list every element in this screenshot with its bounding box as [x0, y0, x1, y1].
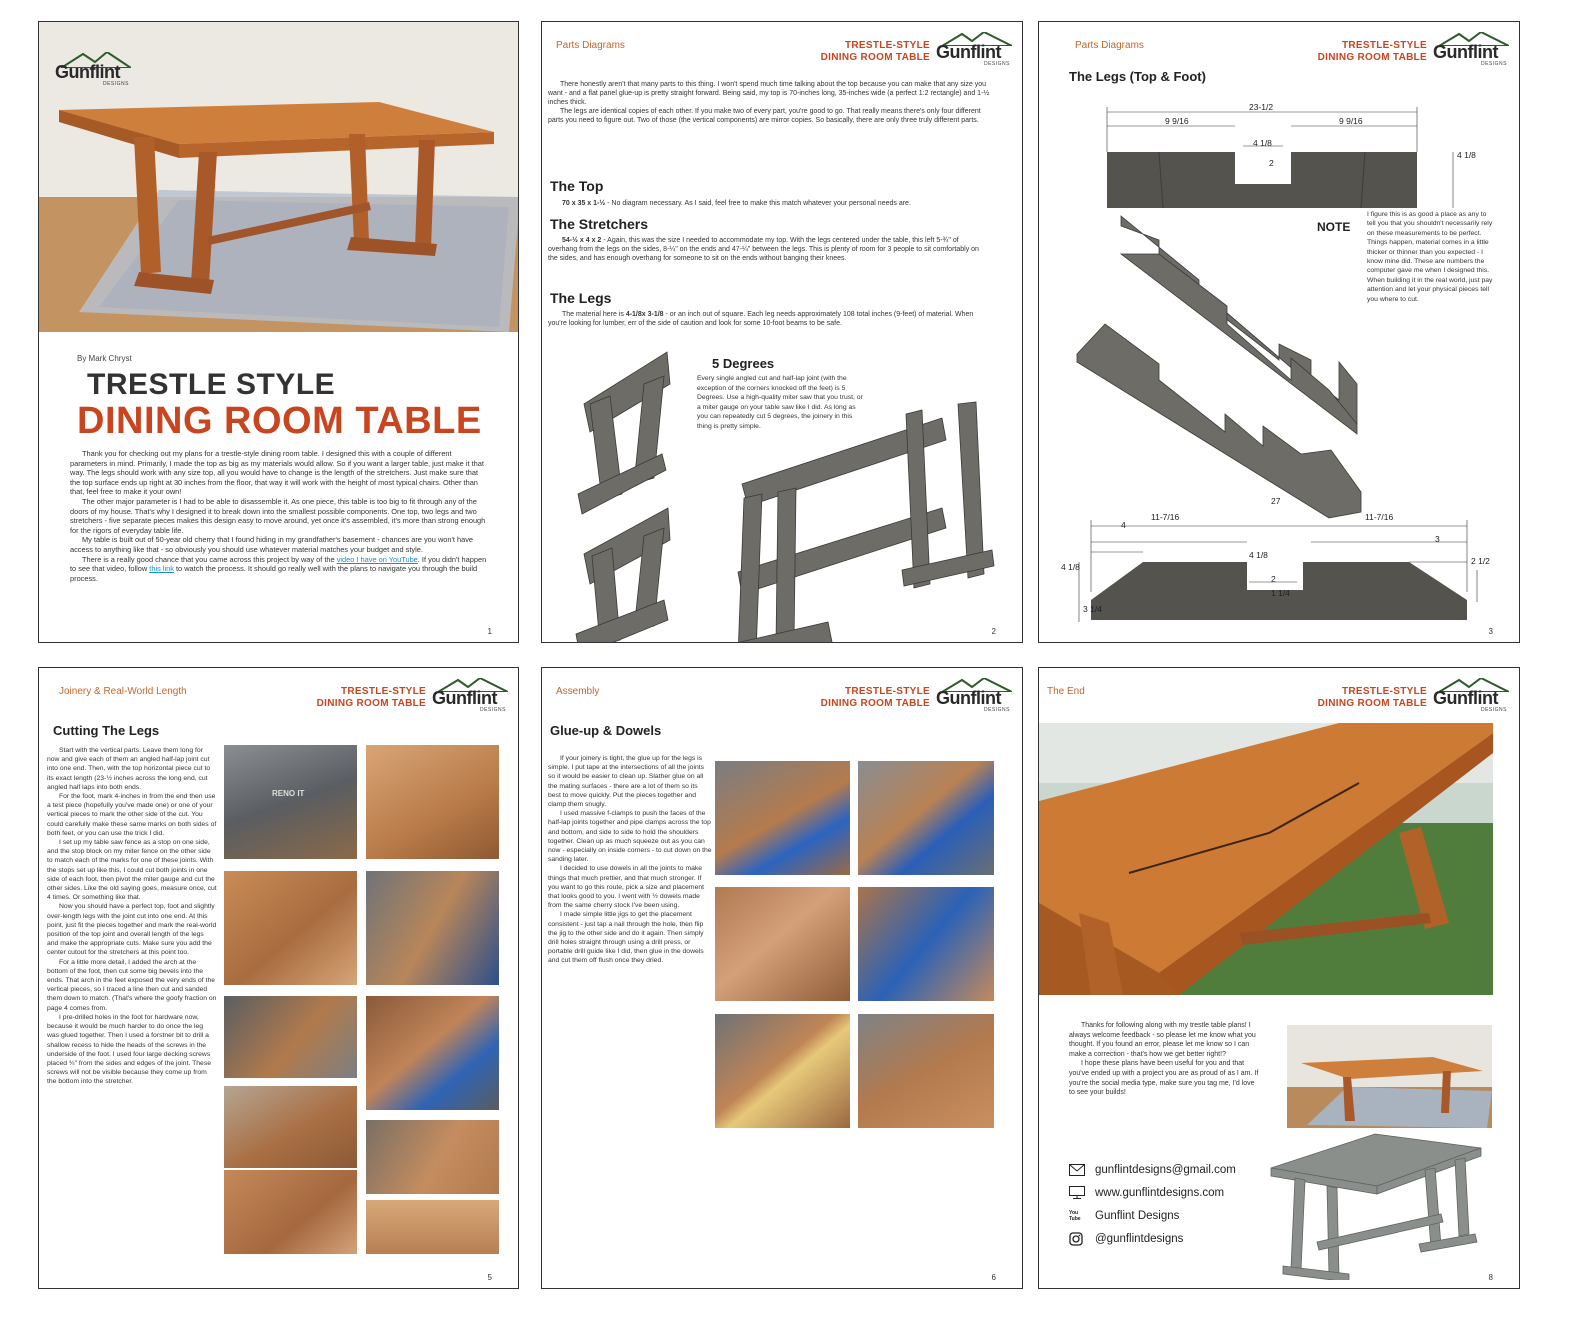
legs-text: The material here is 4-1/8x 3-1/8 - or an inch out of square. Each leg needs approximately 108 total inches (9-feet) of material. When you're looking for lumber, err of the side of caution and look for some 10-foot beams to be safe.	[548, 311, 974, 327]
glueup-text: If your joinery is tight, the glue up for the legs is simple. I put tape at the intersections of all the joints so it would be easier to clean up. Slather glue on all the mating surfaces - there are a lot of them so its best to move quickly. Put the pieces together and clamp them snugly. I used massive f-clamps to push the faces of the half-lap joints together and pipe clamps across the top and bottom, and side to side to hold the shoulders together. Clean up as much squeeze out as you can now - especially on inside corners - to cut down on the sanding later. I decided to use dowels in all the joints to make things that much prettier, and that much stronger. If you want to go this route, pick a size and placement that looks good to you. I went with ½ dowels made from the same cherry stock I've been using. I made simple little jigs to get the placement consistent - just tap a nail through the hole, then flip the jig to the other side and do it again. Then simply drill holes straight through using a drill press, or portable drill guide like I did, then glue in the dowels and cut them off flush once they dried.	[548, 755, 712, 965]
page-number: 2	[991, 627, 996, 636]
section-label: The End	[1047, 686, 1085, 697]
photo-cutting-8	[366, 1120, 499, 1194]
brand-header: TRESTLE-STYLE DINING ROOM TABLE Gunflint DESIGNS	[317, 678, 508, 712]
note-heading: NOTE	[1317, 220, 1351, 234]
dim-height-left-foot: 4 1/8	[1061, 562, 1080, 572]
photo-glue-1	[715, 761, 850, 875]
dim-right-top: 9 9/16	[1339, 116, 1363, 126]
stretchers-text: 54-½ x 4 x 2 - Again, this was the size I needed to accommodate my top. With the legs centered under the table, this left 5-¾" of overhang from the legs on the sides, 8-¼" on the ends and 47-¼" between the legs. This is plenty of room for 3 people to sit comfortably on the sides, and has enough overhang for someone to sit on the ends without banging their knees.	[548, 237, 979, 262]
finished-table-photo	[1039, 723, 1493, 995]
this-link[interactable]: this link	[149, 564, 174, 574]
brand-header: TRESTLE-STYLE DINING ROOM TABLE Gunflint DESIGNS	[821, 32, 1012, 66]
dim-left-foot: 11-7/16	[1151, 512, 1180, 522]
contact-instagram[interactable]: @gunflintdesigns	[1069, 1227, 1236, 1250]
photo-cutting-1	[224, 745, 357, 859]
contact-website[interactable]: www.gunflintdesigns.com	[1069, 1181, 1236, 1204]
gunflint-logo: Gunflint DESIGNS	[936, 32, 1012, 66]
dim-corner-foot: 3 1/4	[1083, 604, 1102, 614]
dim-height-top: 4 1/8	[1457, 150, 1476, 160]
brand-header: TRESTLE-STYLE DINING ROOM TABLE Gunflint DESIGNS	[1318, 678, 1509, 712]
dim-right-foot: 11-7/16	[1365, 512, 1394, 522]
page-number: 6	[991, 1273, 996, 1282]
dim-end-left-foot: 4	[1121, 520, 1126, 530]
photo-cutting-2	[366, 745, 499, 859]
photo-cutting-4	[366, 871, 499, 985]
dim-left-top: 9 9/16	[1165, 116, 1189, 126]
indoor-table-svg	[1287, 1025, 1492, 1128]
photo-cutting-5	[224, 996, 357, 1078]
page-2	[541, 21, 1023, 643]
cutting-heading: Cutting The Legs	[53, 723, 160, 738]
monitor-icon	[1069, 1186, 1085, 1199]
photo-cutting-10	[366, 1200, 499, 1254]
photo-glue-3	[715, 887, 850, 1001]
degrees-text: Every single angled cut and half-lap joint (with the exception of the corners knocked off the feet) is 5 Degrees. Use a high-quality miter saw that you trust, or a miter gauge on your table saw like I did. As long as you can repeatedly cut 5 degrees, the joinery in this thing is pretty simple.	[697, 375, 863, 430]
photo-cutting-6	[366, 996, 499, 1110]
photo-glue-6	[858, 1014, 994, 1128]
instagram-icon	[1069, 1232, 1083, 1246]
top-text: 70 x 35 x 1-½ - No diagram necessary. As I said, feel free to make this match whatever your personal needs are.	[562, 200, 911, 207]
gunflint-logo: Gunflint DESIGNS	[1433, 678, 1509, 712]
page-number: 8	[1488, 1273, 1493, 1282]
section-label: Joinery & Real-World Length	[59, 686, 187, 697]
note-text: I figure this is as good a place as any to tell you that you shouldn't necessarily rely on these measurements to be perfect. Things happen, material comes in a little thicker or thinner than you expected - I know mine did. These are numbers the computer gave me when I designed this. When building it in the real world, just pay attention and let your physical pieces tell you where to cut.	[1367, 211, 1493, 303]
stretchers-heading: The Stretchers	[550, 216, 649, 232]
dim-arch-foot: 1 1/4	[1271, 588, 1290, 598]
dim-overall-top: 23-1/2	[1249, 102, 1274, 112]
degrees-heading: 5 Degrees	[712, 356, 775, 371]
gunflint-logo: Gunflint DESIGNS	[936, 678, 1012, 712]
photo-glue-4	[858, 887, 994, 1001]
table-3d-render	[1265, 1130, 1485, 1280]
legs-heading: The Legs (Top & Foot)	[1069, 69, 1206, 84]
leg-assembly-diagram	[542, 344, 1023, 643]
author: By Mark Chryst	[77, 354, 132, 363]
photo-glue-5	[715, 1014, 850, 1128]
photo-cutting-7	[224, 1086, 357, 1168]
dim-end-right-foot: 3	[1435, 534, 1440, 544]
gunflint-logo: Gunflint DESIGNS	[55, 52, 131, 86]
dim-notch-w-foot: 4 1/8	[1249, 550, 1268, 560]
brand-header: TRESTLE-STYLE DINING ROOM TABLE Gunflint DESIGNS	[821, 678, 1012, 712]
dim-notch-d-foot: 2	[1271, 574, 1276, 584]
page-6	[541, 667, 1023, 1289]
outdoor-table-svg	[1039, 723, 1493, 995]
cutting-text: Start with the vertical parts. Leave them long for now and give each of them an angled half-lap joint cut into one end. Then, with the top horizontal piece cut to its exact length (23-½ inches across the long end, cut angled half laps into both ends. For the foot, mark 4-inches in from the end then use a test piece (hopefully you've made one) or one of your vertical pieces to mark the other side of the cut. You could carefully make these same marks on both sides of both feet, or you can use the trick I did. I set up my table saw fence as a stop on one side, and the stop block on my miter fence on the other side to match each of the marks for one of these joints. With the stops set up like this, I could cut both joints in one side of each foot, then pivot the miter gauge and cut the other sides. Like the old saying goes, measure once, cut 4 times. Or something like that. Now you should have a perfect top, foot and slightly over-length legs with the joint cut into one end. At this point, just fit the pieces together and mark the real-world position of the top joint and overall length of the legs and make the appropriate cuts. Make sure you add the center cutout for the stretchers at this point too. For a little more detail, I added the arch at the bottom of the foot, then cut some big bevels into the ends. That arch in the feet exposed the very ends of the vertical pieces, so I traced a line then cut and sanded them down to match. (That's where the goofy fraction on page 4 comes from. I pre-drilled holes in the foot for hardware now, because it would be much harder to do once the leg was glued together. Then I used a forstner bit to drill a shallow recess to hide the heads of the screws in the underside of the foot. I used four large decking screws placed ¾" from the sides and edges of the joint. These screws will not be visible because they come up from the bottom into the stretcher.	[47, 747, 217, 1086]
section-label: Parts Diagrams	[556, 40, 625, 51]
dim-overall-foot: 27	[1271, 496, 1281, 506]
page-3	[1038, 21, 1520, 643]
legs-heading: The Legs	[550, 290, 612, 306]
photo-cutting-9	[224, 1170, 357, 1254]
page-number: 3	[1488, 627, 1493, 636]
closing-text: Thanks for following along with my trestle table plans! I always welcome feedback - so please let me know what you thought. If you found an error, please let me know so I can make a correction - that's how we get better right!? I hope these plans have been useful for you and that you've ended up with a project you are as proud of as I am. If you're the social media type, make sure you tag me, I'd love to see your builds!	[1069, 1022, 1259, 1097]
title-line-2: DINING ROOM TABLE	[77, 400, 482, 442]
photo-cutting-3	[224, 871, 357, 985]
section-label: Parts Diagrams	[1075, 40, 1144, 51]
indoor-table-photo	[1287, 1025, 1492, 1128]
shirt-text: RENO IT	[272, 789, 305, 798]
gunflint-logo: Gunflint DESIGNS	[432, 678, 508, 712]
cover-photo	[39, 22, 519, 332]
contact-youtube[interactable]: You Tube Gunflint Designs	[1069, 1209, 1180, 1222]
dim-notch-d-top: 2	[1269, 158, 1274, 168]
dim-notch-w-top: 4 1/8	[1253, 138, 1272, 148]
glueup-heading: Glue-up & Dowels	[550, 723, 662, 738]
page-8	[1038, 667, 1520, 1289]
youtube-video-link[interactable]: video I have on YouTube	[336, 554, 418, 564]
section-label: Assembly	[556, 686, 600, 697]
gunflint-logo: Gunflint DESIGNS	[1433, 32, 1509, 66]
contact-list	[1069, 1158, 1236, 1250]
intro-text: There honestly aren't that many parts to this thing. I won't spend much time talking about the top because you can make that any size you want - and a flat panel glue-up is pretty straight forward. Being said, my top is 70-inches long, 35-inches wide (a perfect 1:2 rectangle) and 1-½ inches thick. The legs are identical copies of each other. If you make two of every part, you're good to go. That really means there's only four different parts you need to figure out. Two of those (the vertical components) are mirror copies. So basically, there are only three truly different parts.	[548, 81, 990, 124]
page-number: 1	[487, 627, 492, 636]
top-heading: The Top	[550, 178, 604, 194]
page-number: 5	[487, 1273, 492, 1282]
dim-height-right-foot: 2 1/2	[1471, 556, 1490, 566]
title-line-1: TRESTLE STYLE	[87, 368, 336, 401]
legs-dimension-diagram	[1039, 62, 1520, 642]
email-icon	[1069, 1164, 1085, 1176]
brand-header: TRESTLE-STYLE DINING ROOM TABLE Gunflint DESIGNS	[1318, 32, 1509, 66]
contact-email[interactable]: gunflintdesigns@gmail.com	[1069, 1158, 1236, 1181]
page-5	[38, 667, 519, 1289]
intro-text: Thank you for checking out my plans for a trestle-style dining room table. I designed this with a couple of different parameters in mind. Primarily, I made the top as big as my materials would allow. So if you want a larger table, just make it that way. The legs should work with any size top, all you would have to change is the length of the stretchers. Just make sure that the top surface ends up right at 30 inches from the floor, that way it will work with the height of most typical chairs. Other than that, feel free to make it your own! The other major parameter is I had to be able to disassemble it. As one piece, this table is too big to fit through any of the doors of my house. That's why I designed it to break down into the smallest possible components. One top, two legs and two stretchers - five separate pieces makes this design easy to move around, yet once it's assembled, it's more than strong enough for the rigors of everyday table life. My table is built out of 50-year old cherry that I found hiding in my grandfather's basement - chances are you won't have access to anything like that - so obviously you should use whatever material matches your budget and style. There is a really good chance that you came across this project by way of the video I have on YouTube. If you didn't happen to see that video, follow this link to watch the process. It should go really well with the plans to navigate you through the build process.	[70, 449, 487, 583]
photo-glue-2	[858, 761, 994, 875]
page-1	[38, 21, 519, 643]
youtube-icon: You Tube	[1069, 1209, 1081, 1222]
